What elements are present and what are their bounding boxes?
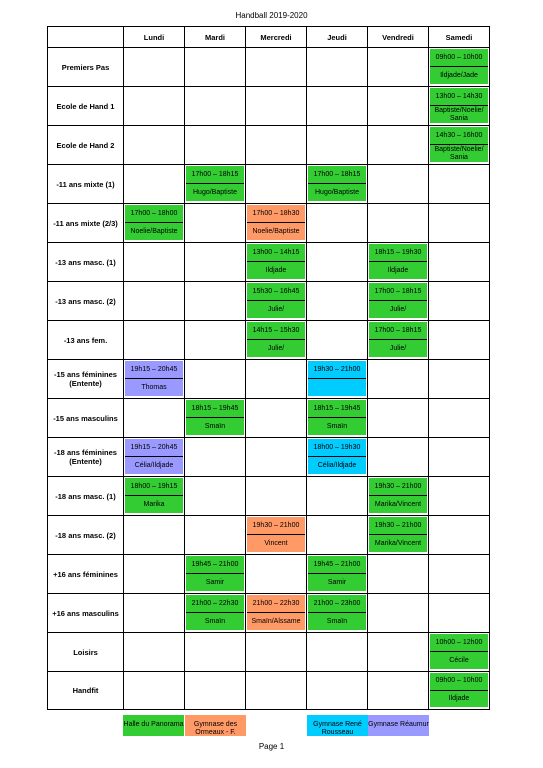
group-label: -13 ans masc. (1) (48, 243, 124, 282)
day-cell (124, 438, 185, 477)
day-cell (307, 399, 368, 438)
day-cell (429, 48, 490, 87)
day-cell (185, 555, 246, 594)
training-session (186, 400, 244, 435)
day-cell (185, 594, 246, 633)
day-cell (246, 360, 307, 399)
session-coach: Marika/Vincent (374, 500, 422, 508)
training-session (247, 595, 305, 630)
day-cell (124, 672, 185, 710)
day-cell (246, 594, 307, 633)
session-coach: Smaïn (204, 617, 226, 625)
day-cell (429, 399, 490, 438)
day-cell (124, 48, 185, 87)
session-coach: Smaïn (326, 422, 348, 430)
day-cell (429, 204, 490, 243)
day-header: Lundi (124, 27, 185, 48)
session-coach: Marika (143, 500, 165, 508)
session-coach: Célia/Ildjade (134, 461, 174, 469)
session-time: 21h00 – 22h30 (186, 595, 244, 613)
session-time: 09h00 – 10h00 (430, 673, 488, 691)
day-cell (185, 399, 246, 438)
day-cell (307, 594, 368, 633)
day-cell (185, 672, 246, 710)
day-cell (246, 633, 307, 672)
day-cell (307, 282, 368, 321)
day-cell (246, 126, 307, 165)
day-cell (429, 438, 490, 477)
day-cell (307, 672, 368, 710)
day-cell (429, 87, 490, 126)
schedule-row (48, 360, 490, 399)
day-cell (429, 633, 490, 672)
day-cell (185, 87, 246, 126)
day-cell (429, 477, 490, 516)
day-header: Jeudi (307, 27, 368, 48)
day-cell (429, 243, 490, 282)
header-row (48, 27, 490, 48)
day-cell (124, 516, 185, 555)
day-cell (307, 321, 368, 360)
session-time: 15h30 – 16h45 (247, 283, 305, 301)
legend-item: Gymnase René Rousseau (307, 715, 368, 736)
session-time: 18h15 – 19h30 (369, 244, 427, 262)
session-coach (308, 379, 366, 396)
day-cell (185, 126, 246, 165)
training-session (308, 556, 366, 591)
schedule-row (48, 555, 490, 594)
day-cell (124, 282, 185, 321)
group-label: -11 ans mixte (1) (48, 165, 124, 204)
day-cell (429, 126, 490, 165)
session-time: 19h15 – 20h45 (125, 439, 183, 457)
schedule-row (48, 594, 490, 633)
session-time: 19h45 – 21h00 (308, 556, 366, 574)
session-coach: Hugo/Baptiste (193, 188, 237, 196)
training-session (308, 439, 366, 474)
session-coach: Célia/Ildjade (317, 461, 357, 469)
day-cell (246, 282, 307, 321)
session-time: 17h00 – 18h15 (186, 166, 244, 184)
legend-item: Halle du Panorama (123, 715, 184, 736)
day-cell (185, 282, 246, 321)
session-time: 17h00 – 18h15 (369, 322, 427, 340)
day-cell (246, 165, 307, 204)
training-session (186, 595, 244, 630)
day-cell (368, 555, 429, 594)
session-time: 13h00 – 14h30 (430, 88, 488, 106)
day-cell (246, 516, 307, 555)
day-cell (124, 321, 185, 360)
corner-cell (48, 27, 124, 48)
day-cell (368, 516, 429, 555)
day-cell (429, 672, 490, 710)
day-cell (368, 672, 429, 710)
group-label: -15 ans masculins (48, 399, 124, 438)
training-session (369, 478, 427, 513)
training-session (430, 634, 488, 669)
schedule-row (48, 477, 490, 516)
schedule-row (48, 126, 490, 165)
group-label: Ecole de Hand 2 (48, 126, 124, 165)
day-cell (185, 321, 246, 360)
day-cell (368, 48, 429, 87)
day-cell (429, 516, 490, 555)
day-cell (307, 633, 368, 672)
day-cell (429, 555, 490, 594)
schedule-row (48, 48, 490, 87)
schedule-row (48, 321, 490, 360)
session-coach: Ildjade (448, 694, 470, 702)
group-label: -13 ans masc. (2) (48, 282, 124, 321)
legend-item: Gymnase Réaumur (368, 715, 429, 736)
day-header: Vendredi (368, 27, 429, 48)
training-session (308, 400, 366, 435)
training-session (430, 673, 488, 707)
session-time: 10h00 – 12h00 (430, 634, 488, 652)
session-coach: Thomas (141, 383, 167, 391)
session-coach: Marika/Vincent (374, 539, 422, 547)
schedule-table (47, 26, 490, 710)
day-cell (429, 282, 490, 321)
day-cell (246, 672, 307, 710)
day-cell (124, 399, 185, 438)
day-cell (185, 243, 246, 282)
day-cell (185, 48, 246, 87)
session-coach: Hugo/Baptiste (315, 188, 359, 196)
day-cell (307, 555, 368, 594)
training-session (308, 595, 366, 630)
session-coach: Vincent (264, 539, 288, 547)
day-cell (124, 594, 185, 633)
day-cell (124, 360, 185, 399)
day-cell (124, 126, 185, 165)
day-cell (124, 477, 185, 516)
session-time: 09h00 – 10h00 (430, 49, 488, 67)
day-cell (246, 321, 307, 360)
day-cell (185, 633, 246, 672)
day-cell (246, 477, 307, 516)
session-time: 13h00 – 14h15 (247, 244, 305, 262)
day-cell (429, 321, 490, 360)
day-header: Mardi (185, 27, 246, 48)
session-time: 18h15 – 19h45 (186, 400, 244, 418)
day-cell (368, 360, 429, 399)
day-cell (307, 165, 368, 204)
group-label: Loisirs (48, 633, 124, 672)
session-coach: Samir (327, 578, 347, 586)
session-coach: Julie/ (267, 344, 285, 352)
training-session (247, 322, 305, 357)
day-cell (368, 594, 429, 633)
training-session (247, 283, 305, 318)
day-header: Mercredi (246, 27, 307, 48)
session-time: 17h00 – 18h00 (125, 205, 183, 223)
day-cell (307, 243, 368, 282)
day-cell (368, 87, 429, 126)
session-time: 18h00 – 19h30 (308, 439, 366, 457)
schedule-row (48, 516, 490, 555)
session-coach: Cécile (449, 656, 469, 664)
session-time: 17h00 – 18h30 (247, 205, 305, 223)
day-cell (368, 321, 429, 360)
day-cell (307, 477, 368, 516)
day-cell (307, 204, 368, 243)
session-coach: Noelie/Baptiste (130, 227, 178, 235)
day-cell (307, 360, 368, 399)
schedule-row (48, 204, 490, 243)
day-cell (185, 360, 246, 399)
schedule-row (48, 633, 490, 672)
schedule-row (48, 399, 490, 438)
group-label: Handfit (48, 672, 124, 710)
day-cell (307, 126, 368, 165)
day-cell (246, 399, 307, 438)
day-cell (246, 438, 307, 477)
training-session (125, 439, 183, 474)
training-session (369, 244, 427, 279)
day-cell (124, 243, 185, 282)
training-session (369, 322, 427, 357)
day-cell (368, 399, 429, 438)
session-coach: Ildjade/Jade (440, 71, 478, 79)
group-label: +16 ans masculins (48, 594, 124, 633)
session-coach: Smaïn (326, 617, 348, 625)
day-cell (368, 204, 429, 243)
legend-item: Gymnase des Ormeaux - F. (185, 715, 246, 736)
day-cell (368, 282, 429, 321)
session-coach: Samir (205, 578, 225, 586)
schedule-row (48, 87, 490, 126)
day-cell (429, 360, 490, 399)
group-label: Premiers Pas (48, 48, 124, 87)
day-cell (124, 555, 185, 594)
group-label: -18 ans féminines (Entente) (48, 438, 124, 477)
session-coach: Baptiste/Noelie/ Sania (434, 145, 484, 161)
day-cell (368, 477, 429, 516)
schedule-row (48, 243, 490, 282)
session-time: 17h00 – 18h15 (369, 283, 427, 301)
training-session (125, 361, 183, 396)
day-cell (368, 438, 429, 477)
day-cell (246, 555, 307, 594)
group-label: -11 ans mixte (2/3) (48, 204, 124, 243)
page-number: Page 1 (258, 742, 285, 751)
session-coach: Baptiste/Noelie/ Sania (434, 106, 484, 122)
training-session (125, 205, 183, 240)
day-cell (429, 165, 490, 204)
session-time: 19h30 – 21h00 (247, 517, 305, 535)
day-cell (185, 204, 246, 243)
training-session (247, 205, 305, 240)
training-session (247, 244, 305, 279)
session-coach: Smaïn/Alssame (251, 617, 301, 625)
session-time: 19h30 – 21h00 (369, 517, 427, 535)
group-label: -13 ans fem. (48, 321, 124, 360)
training-session (430, 88, 488, 123)
session-time: 14h15 – 15h30 (247, 322, 305, 340)
day-cell (307, 516, 368, 555)
schedule-row (48, 282, 490, 321)
session-time: 18h00 – 19h15 (125, 478, 183, 496)
session-time: 14h30 – 16h00 (430, 127, 488, 145)
day-cell (124, 204, 185, 243)
training-session (430, 49, 488, 84)
day-cell (368, 126, 429, 165)
session-time: 19h45 – 21h00 (186, 556, 244, 574)
day-cell (368, 165, 429, 204)
session-time: 19h15 – 20h45 (125, 361, 183, 379)
day-cell (307, 48, 368, 87)
training-session (125, 478, 183, 513)
training-session (247, 517, 305, 552)
schedule-body (48, 48, 490, 710)
session-time: 19h30 – 21h00 (369, 478, 427, 496)
day-cell (185, 165, 246, 204)
training-session (369, 517, 427, 552)
document-title: Handball 2019-2020 (235, 11, 308, 20)
day-cell (185, 438, 246, 477)
day-cell (307, 87, 368, 126)
session-coach: Smaïn (204, 422, 226, 430)
training-session (308, 361, 366, 396)
group-label: -18 ans masc. (2) (48, 516, 124, 555)
training-session (186, 556, 244, 591)
session-coach: Noelie/Baptiste (252, 227, 300, 235)
day-cell (246, 87, 307, 126)
day-cell (246, 243, 307, 282)
schedule-row (48, 672, 490, 710)
group-label: +16 ans féminines (48, 555, 124, 594)
day-cell (124, 87, 185, 126)
day-cell (246, 48, 307, 87)
training-session (430, 127, 488, 162)
training-session (186, 166, 244, 201)
day-cell (124, 165, 185, 204)
day-header: Samedi (429, 27, 490, 48)
day-cell (185, 516, 246, 555)
day-cell (368, 243, 429, 282)
group-label: -15 ans féminines (Entente) (48, 360, 124, 399)
session-time: 18h15 – 19h45 (308, 400, 366, 418)
day-cell (246, 204, 307, 243)
day-cell (185, 477, 246, 516)
group-label: Ecole de Hand 1 (48, 87, 124, 126)
session-time: 19h30 – 21h00 (308, 361, 366, 379)
session-coach: Julie/ (389, 344, 407, 352)
training-session (308, 166, 366, 201)
session-coach: Julie/ (389, 305, 407, 313)
day-cell (368, 633, 429, 672)
session-time: 21h00 – 23h00 (308, 595, 366, 613)
training-session (369, 283, 427, 318)
schedule-row (48, 165, 490, 204)
day-cell (124, 633, 185, 672)
group-label: -18 ans masc. (1) (48, 477, 124, 516)
session-time: 17h00 – 18h15 (308, 166, 366, 184)
session-coach: Julie/ (267, 305, 285, 313)
day-cell (429, 594, 490, 633)
schedule-row (48, 438, 490, 477)
session-coach: Ildjade (265, 266, 287, 274)
day-cell (307, 438, 368, 477)
session-coach: Ildjade (387, 266, 409, 274)
session-time: 21h00 – 22h30 (247, 595, 305, 613)
